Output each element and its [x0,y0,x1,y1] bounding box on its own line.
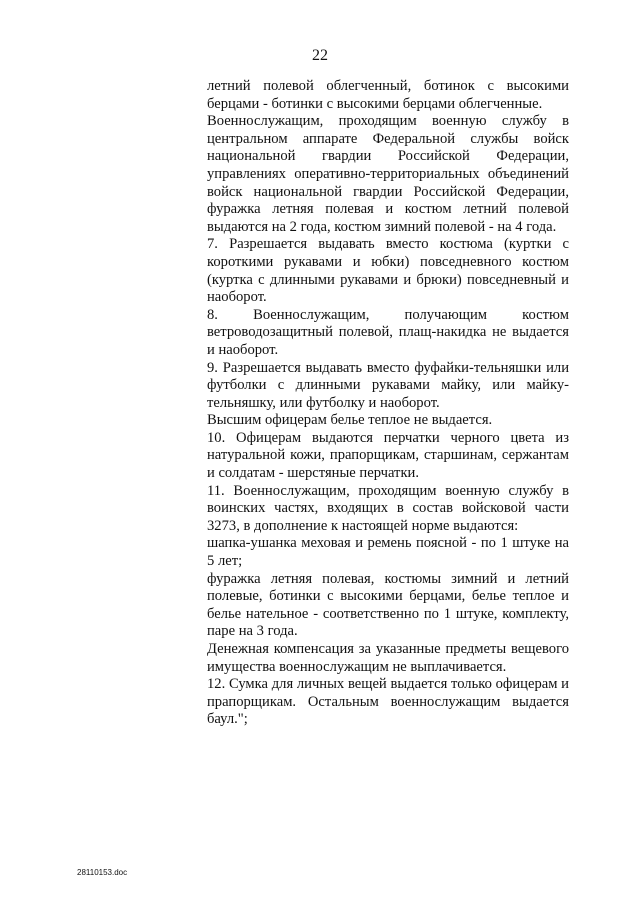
paragraph-boots-continuation: летний полевой облегченный, ботинок с высокими берцами - ботинки с высокими берцами облегченные. [207,78,569,112]
paragraph-item-8: 8. Военнослужащим, получающим костюм ветроводозащитный полевой, плащ-накидка не выдается и наоборот. [207,306,569,358]
paragraph-item-11-cap: фуражка летняя полевая, костюмы зимний и летний полевые, ботинки с высокими берцами, белье теплое и белье нательное - соответственно по 1 штуке, комплекту, паре на 3 года. [207,570,569,640]
paragraph-compensation: Денежная компенсация за указанные предметы вещевого имущества военнослужащим не выплачивается. [207,641,569,675]
paragraph-item-11-hat: шапка-ушанка меховая и ремень поясной - по 1 штуке на 5 лет; [207,535,569,570]
document-footer: 28110153.doc [77,868,128,877]
page-number: 22 [312,47,328,64]
paragraph-item-7: 7. Разрешается выдавать вместо костюма (куртки с короткими рукавами и юбки) повседневного костюм (куртка с длинными рукавами и брюки) повседневный и наоборот. [207,236,569,306]
paragraph-item-10: 10. Офицерам выдаются перчатки черного цвета из натуральной кожи, прапорщикам, старшинам, сержантам и солдатам - шерстяные перчатки. [207,429,569,482]
paragraph-item-9: 9. Разрешается выдавать вместо фуфайки-тельняшки или футболки с длинными рукавами майку, или майку-тельняшку, или футболку и наоборот. [207,359,569,411]
document-body [207,78,569,729]
paragraph-central-apparatus: Военнослужащим, проходящим военную службу в центральном аппарате Федеральной службы войск национальной гвардии Российской Федерации, управлениях оперативно-территориальных объединений войск национальной гвардии Российской Федерации, фуражка летняя полевая и костюм летний полевой выдаются на 2 года, костюм зимний полевой - на 4 года. [207,113,569,235]
paragraph-senior-officers: Высшим офицерам белье теплое не выдается. [207,412,493,429]
paragraph-item-11: 11. Военнослужащим, проходящим военную службу в воинских частях, входящих в состав войсковой части 3273, в дополнение к настоящей норме выдаются: [207,482,569,534]
paragraph-item-12: 12. Сумка для личных вещей выдается только офицерам и прапорщикам. Остальным военнослужащим выдается баул."; [207,676,569,728]
